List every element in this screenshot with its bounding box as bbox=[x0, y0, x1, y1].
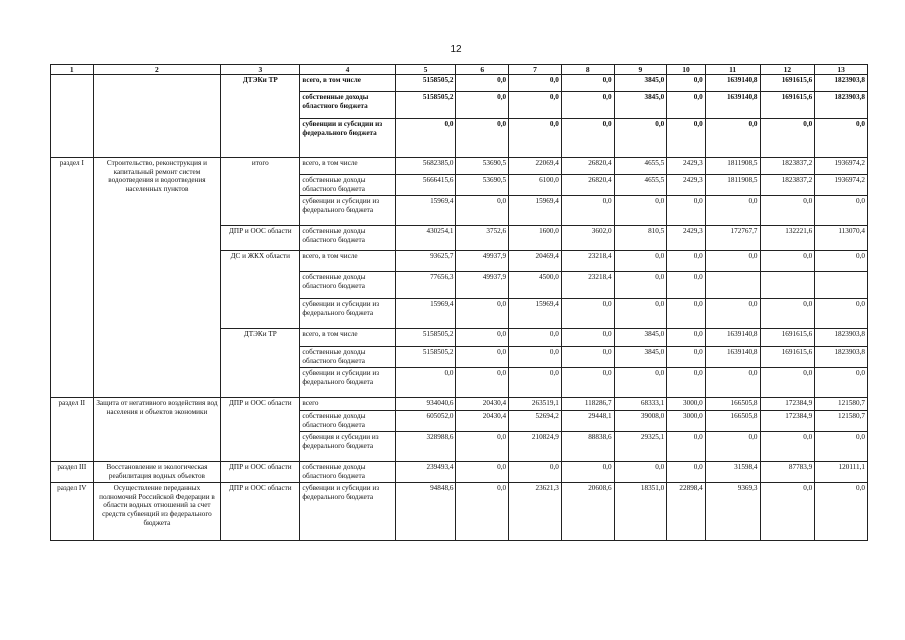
value-cell: 0,0 bbox=[815, 368, 868, 398]
value-cell: 0,0 bbox=[456, 368, 509, 398]
value-cell: 172384,9 bbox=[760, 411, 815, 432]
value-cell: 0,0 bbox=[705, 368, 760, 398]
value-cell: 68333,1 bbox=[614, 398, 667, 411]
value-cell: 0,0 bbox=[667, 196, 706, 226]
funding-source-cell: субвенции и субсидии из федерального бюджета bbox=[300, 483, 395, 541]
value-cell: 0,0 bbox=[815, 299, 868, 329]
value-cell: 0,0 bbox=[667, 329, 706, 347]
value-cell: 3602,0 bbox=[561, 226, 614, 251]
value-cell: 0,0 bbox=[614, 251, 667, 272]
value-cell: 6100,0 bbox=[509, 175, 562, 196]
header-cell: 4 bbox=[300, 65, 395, 75]
value-cell: 166505,8 bbox=[705, 398, 760, 411]
value-cell: 172384,9 bbox=[760, 398, 815, 411]
value-cell: 0,0 bbox=[760, 432, 815, 462]
header-cell: 12 bbox=[760, 65, 815, 75]
value-cell: 5158505,2 bbox=[395, 329, 456, 347]
header-cell: 6 bbox=[456, 65, 509, 75]
department-cell: ДПР и ООС области bbox=[221, 226, 300, 251]
value-cell: 0,0 bbox=[705, 251, 760, 272]
value-cell: 0,0 bbox=[760, 196, 815, 226]
department-cell: ДТЭКи ТР bbox=[221, 75, 300, 158]
value-cell: 0,0 bbox=[509, 329, 562, 347]
value-cell: 0,0 bbox=[561, 368, 614, 398]
value-cell: 22069,4 bbox=[509, 158, 562, 175]
header-cell: 3 bbox=[221, 65, 300, 75]
value-cell: 0,0 bbox=[815, 483, 868, 541]
budget-table bbox=[50, 64, 868, 541]
value-cell: 5158505,2 bbox=[395, 347, 456, 368]
value-cell: 53690,5 bbox=[456, 175, 509, 196]
section-title-cell: Строительство, реконструкция и капитальный ремонт систем водоотведения и водоотведения населенных пунктов bbox=[93, 158, 221, 398]
value-cell bbox=[760, 272, 815, 299]
department-cell: ДТЭКи ТР bbox=[221, 329, 300, 398]
header-cell: 1 bbox=[51, 65, 94, 75]
value-cell: 172767,7 bbox=[705, 226, 760, 251]
value-cell: 0,0 bbox=[561, 196, 614, 226]
funding-source-cell: всего, в том числе bbox=[300, 158, 395, 175]
value-cell: 1691615,6 bbox=[760, 329, 815, 347]
value-cell: 0,0 bbox=[561, 462, 614, 483]
value-cell: 15969,4 bbox=[509, 196, 562, 226]
value-cell: 0,0 bbox=[614, 196, 667, 226]
funding-source-cell: субвенции и субсидии из федерального бюджета bbox=[300, 299, 395, 329]
value-cell: 0,0 bbox=[667, 119, 706, 158]
value-cell bbox=[705, 272, 760, 299]
value-cell: 0,0 bbox=[395, 119, 456, 158]
value-cell bbox=[815, 272, 868, 299]
value-cell: 263519,1 bbox=[509, 398, 562, 411]
value-cell: 166505,8 bbox=[705, 411, 760, 432]
table-row bbox=[51, 462, 868, 483]
value-cell: 0,0 bbox=[509, 119, 562, 158]
value-cell: 2429,3 bbox=[667, 158, 706, 175]
value-cell: 23218,4 bbox=[561, 251, 614, 272]
section-cell: раздел IV bbox=[51, 483, 94, 541]
value-cell: 3845,0 bbox=[614, 92, 667, 119]
table-row bbox=[51, 398, 868, 411]
value-cell: 118286,7 bbox=[561, 398, 614, 411]
value-cell: 121580,7 bbox=[815, 398, 868, 411]
funding-source-cell: всего, в том числе bbox=[300, 251, 395, 272]
value-cell: 328988,6 bbox=[395, 432, 456, 462]
value-cell: 5158505,2 bbox=[395, 75, 456, 92]
value-cell: 0,0 bbox=[614, 462, 667, 483]
value-cell: 0,0 bbox=[614, 272, 667, 299]
table-row bbox=[51, 158, 868, 175]
value-cell: 94848,6 bbox=[395, 483, 456, 541]
value-cell: 0,0 bbox=[667, 75, 706, 92]
value-cell: 0,0 bbox=[509, 92, 562, 119]
value-cell: 3000,0 bbox=[667, 411, 706, 432]
value-cell: 0,0 bbox=[456, 119, 509, 158]
value-cell: 1823837,2 bbox=[760, 175, 815, 196]
value-cell: 1823903,8 bbox=[815, 92, 868, 119]
value-cell: 3845,0 bbox=[614, 347, 667, 368]
funding-source-cell: собственные доходы областного бюджета bbox=[300, 226, 395, 251]
funding-source-cell: всего, в том числе bbox=[300, 329, 395, 347]
value-cell: 132221,6 bbox=[760, 226, 815, 251]
value-cell: 23218,4 bbox=[561, 272, 614, 299]
value-cell: 0,0 bbox=[667, 347, 706, 368]
table-row bbox=[51, 75, 868, 92]
value-cell: 2429,3 bbox=[667, 175, 706, 196]
value-cell: 0,0 bbox=[509, 75, 562, 92]
value-cell: 1691615,6 bbox=[760, 75, 815, 92]
value-cell: 26820,4 bbox=[561, 175, 614, 196]
section-title-cell: Осуществление переданных полномочий Российской Федерации в области водных отношений за счет средств субвенций из федерального бюджета bbox=[93, 483, 221, 541]
value-cell: 0,0 bbox=[760, 119, 815, 158]
value-cell: 31598,4 bbox=[705, 462, 760, 483]
value-cell: 0,0 bbox=[667, 92, 706, 119]
value-cell: 210824,9 bbox=[509, 432, 562, 462]
header-cell: 5 bbox=[395, 65, 456, 75]
value-cell: 0,0 bbox=[456, 483, 509, 541]
value-cell: 0,0 bbox=[705, 196, 760, 226]
value-cell: 0,0 bbox=[667, 462, 706, 483]
value-cell: 26820,4 bbox=[561, 158, 614, 175]
value-cell: 0,0 bbox=[456, 462, 509, 483]
header-cell: 9 bbox=[614, 65, 667, 75]
value-cell: 0,0 bbox=[815, 432, 868, 462]
value-cell: 113070,4 bbox=[815, 226, 868, 251]
value-cell: 93625,7 bbox=[395, 251, 456, 272]
value-cell: 0,0 bbox=[705, 299, 760, 329]
department-cell: ДС и ЖКХ области bbox=[221, 251, 300, 329]
value-cell: 0,0 bbox=[456, 299, 509, 329]
value-cell: 1600,0 bbox=[509, 226, 562, 251]
value-cell: 120111,1 bbox=[815, 462, 868, 483]
value-cell: 49937,9 bbox=[456, 272, 509, 299]
value-cell: 1936974,2 bbox=[815, 158, 868, 175]
section-cell: раздел I bbox=[51, 158, 94, 398]
section-cell: раздел II bbox=[51, 398, 94, 462]
header-cell: 10 bbox=[667, 65, 706, 75]
value-cell: 810,5 bbox=[614, 226, 667, 251]
section-cell: раздел III bbox=[51, 462, 94, 483]
value-cell: 1823837,2 bbox=[760, 158, 815, 175]
value-cell: 0,0 bbox=[395, 368, 456, 398]
section-cell bbox=[51, 75, 94, 158]
header-cell: 8 bbox=[561, 65, 614, 75]
value-cell: 15969,4 bbox=[509, 299, 562, 329]
header-cell: 2 bbox=[93, 65, 221, 75]
value-cell: 20608,6 bbox=[561, 483, 614, 541]
value-cell: 0,0 bbox=[760, 251, 815, 272]
value-cell: 15969,4 bbox=[395, 299, 456, 329]
value-cell: 121580,7 bbox=[815, 411, 868, 432]
value-cell: 0,0 bbox=[815, 119, 868, 158]
value-cell: 0,0 bbox=[667, 299, 706, 329]
department-cell: ДПР и ООС области bbox=[221, 462, 300, 483]
funding-source-cell: собственные доходы областного бюджета bbox=[300, 92, 395, 119]
value-cell: 77656,3 bbox=[395, 272, 456, 299]
value-cell: 430254,1 bbox=[395, 226, 456, 251]
value-cell: 0,0 bbox=[561, 119, 614, 158]
value-cell: 0,0 bbox=[561, 347, 614, 368]
section-title-cell: Восстановление и экологическая реабилитация водных объектов bbox=[93, 462, 221, 483]
section-title-cell: Защита от негативного воздействия вод населения и объектов экономики bbox=[93, 398, 221, 462]
value-cell: 0,0 bbox=[815, 196, 868, 226]
value-cell: 0,0 bbox=[760, 483, 815, 541]
funding-source-cell: субвенции и субсидии из федерального бюджета bbox=[300, 119, 395, 158]
value-cell: 3845,0 bbox=[614, 329, 667, 347]
value-cell: 2429,3 bbox=[667, 226, 706, 251]
value-cell: 0,0 bbox=[561, 92, 614, 119]
value-cell: 53690,5 bbox=[456, 158, 509, 175]
value-cell: 3845,0 bbox=[614, 75, 667, 92]
funding-source-cell: собственные доходы областного бюджета bbox=[300, 462, 395, 483]
header-cell: 7 bbox=[509, 65, 562, 75]
value-cell: 23621,3 bbox=[509, 483, 562, 541]
value-cell: 0,0 bbox=[456, 432, 509, 462]
funding-source-cell: собственные доходы областного бюджета bbox=[300, 272, 395, 299]
value-cell: 29325,1 bbox=[614, 432, 667, 462]
value-cell: 1639140,8 bbox=[705, 92, 760, 119]
value-cell: 4500,0 bbox=[509, 272, 562, 299]
value-cell: 1811908,5 bbox=[705, 175, 760, 196]
funding-source-cell: субвенции и субсидии из федерального бюджета bbox=[300, 196, 395, 226]
section-title-cell bbox=[93, 75, 221, 158]
value-cell: 934040,6 bbox=[395, 398, 456, 411]
value-cell: 20469,4 bbox=[509, 251, 562, 272]
value-cell: 5682385,0 bbox=[395, 158, 456, 175]
value-cell: 0,0 bbox=[456, 75, 509, 92]
value-cell: 0,0 bbox=[667, 272, 706, 299]
value-cell: 0,0 bbox=[614, 299, 667, 329]
table-body bbox=[51, 65, 868, 541]
value-cell: 0,0 bbox=[614, 368, 667, 398]
value-cell: 39008,0 bbox=[614, 411, 667, 432]
value-cell: 49937,9 bbox=[456, 251, 509, 272]
department-cell: ДПР и ООС области bbox=[221, 483, 300, 541]
value-cell: 52694,2 bbox=[509, 411, 562, 432]
funding-source-cell: всего bbox=[300, 398, 395, 411]
value-cell: 88838,6 bbox=[561, 432, 614, 462]
value-cell: 0,0 bbox=[456, 347, 509, 368]
value-cell: 0,0 bbox=[561, 299, 614, 329]
value-cell: 605052,0 bbox=[395, 411, 456, 432]
department-cell: ДПР и ООС области bbox=[221, 398, 300, 462]
value-cell: 0,0 bbox=[456, 92, 509, 119]
funding-source-cell: субвенция и субсидии из федерального бюджета bbox=[300, 432, 395, 462]
value-cell: 22898,4 bbox=[667, 483, 706, 541]
value-cell: 20430,4 bbox=[456, 411, 509, 432]
value-cell: 0,0 bbox=[509, 347, 562, 368]
value-cell: 1639140,8 bbox=[705, 75, 760, 92]
value-cell: 0,0 bbox=[614, 119, 667, 158]
value-cell: 1639140,8 bbox=[705, 347, 760, 368]
value-cell: 1691615,6 bbox=[760, 92, 815, 119]
value-cell: 1823903,8 bbox=[815, 75, 868, 92]
value-cell: 1823903,8 bbox=[815, 329, 868, 347]
header-cell: 13 bbox=[815, 65, 868, 75]
value-cell: 0,0 bbox=[705, 432, 760, 462]
value-cell: 5666415,6 bbox=[395, 175, 456, 196]
funding-source-cell: собственные доходы областного бюджета bbox=[300, 411, 395, 432]
value-cell: 1811908,5 bbox=[705, 158, 760, 175]
value-cell: 1691615,6 bbox=[760, 347, 815, 368]
value-cell: 9369,3 bbox=[705, 483, 760, 541]
value-cell: 0,0 bbox=[667, 432, 706, 462]
value-cell: 3000,0 bbox=[667, 398, 706, 411]
funding-source-cell: собственные доходы областного бюджета bbox=[300, 175, 395, 196]
funding-source-cell: собственные доходы областного бюджета bbox=[300, 347, 395, 368]
value-cell: 0,0 bbox=[667, 368, 706, 398]
value-cell: 0,0 bbox=[667, 251, 706, 272]
department-cell: итого bbox=[221, 158, 300, 226]
funding-source-cell: всего, в том числе bbox=[300, 75, 395, 92]
value-cell: 0,0 bbox=[456, 329, 509, 347]
value-cell: 3752,6 bbox=[456, 226, 509, 251]
value-cell: 0,0 bbox=[509, 462, 562, 483]
value-cell: 18351,0 bbox=[614, 483, 667, 541]
value-cell: 0,0 bbox=[456, 196, 509, 226]
table-row bbox=[51, 483, 868, 541]
value-cell: 0,0 bbox=[561, 75, 614, 92]
value-cell: 20430,4 bbox=[456, 398, 509, 411]
value-cell: 0,0 bbox=[760, 368, 815, 398]
value-cell: 0,0 bbox=[561, 329, 614, 347]
header-cell: 11 bbox=[705, 65, 760, 75]
value-cell: 87783,9 bbox=[760, 462, 815, 483]
value-cell: 0,0 bbox=[509, 368, 562, 398]
value-cell: 239493,4 bbox=[395, 462, 456, 483]
value-cell: 1823903,8 bbox=[815, 347, 868, 368]
value-cell: 15969,4 bbox=[395, 196, 456, 226]
value-cell: 5158505,2 bbox=[395, 92, 456, 119]
value-cell: 1639140,8 bbox=[705, 329, 760, 347]
value-cell: 1936974,2 bbox=[815, 175, 868, 196]
value-cell: 0,0 bbox=[705, 119, 760, 158]
value-cell: 29448,1 bbox=[561, 411, 614, 432]
page-number: 12 bbox=[450, 44, 462, 55]
value-cell: 0,0 bbox=[760, 299, 815, 329]
header-row bbox=[51, 65, 868, 75]
value-cell: 0,0 bbox=[815, 251, 868, 272]
value-cell: 4655,5 bbox=[614, 175, 667, 196]
value-cell: 4655,5 bbox=[614, 158, 667, 175]
funding-source-cell: субвенции и субсидии из федерального бюджета bbox=[300, 368, 395, 398]
